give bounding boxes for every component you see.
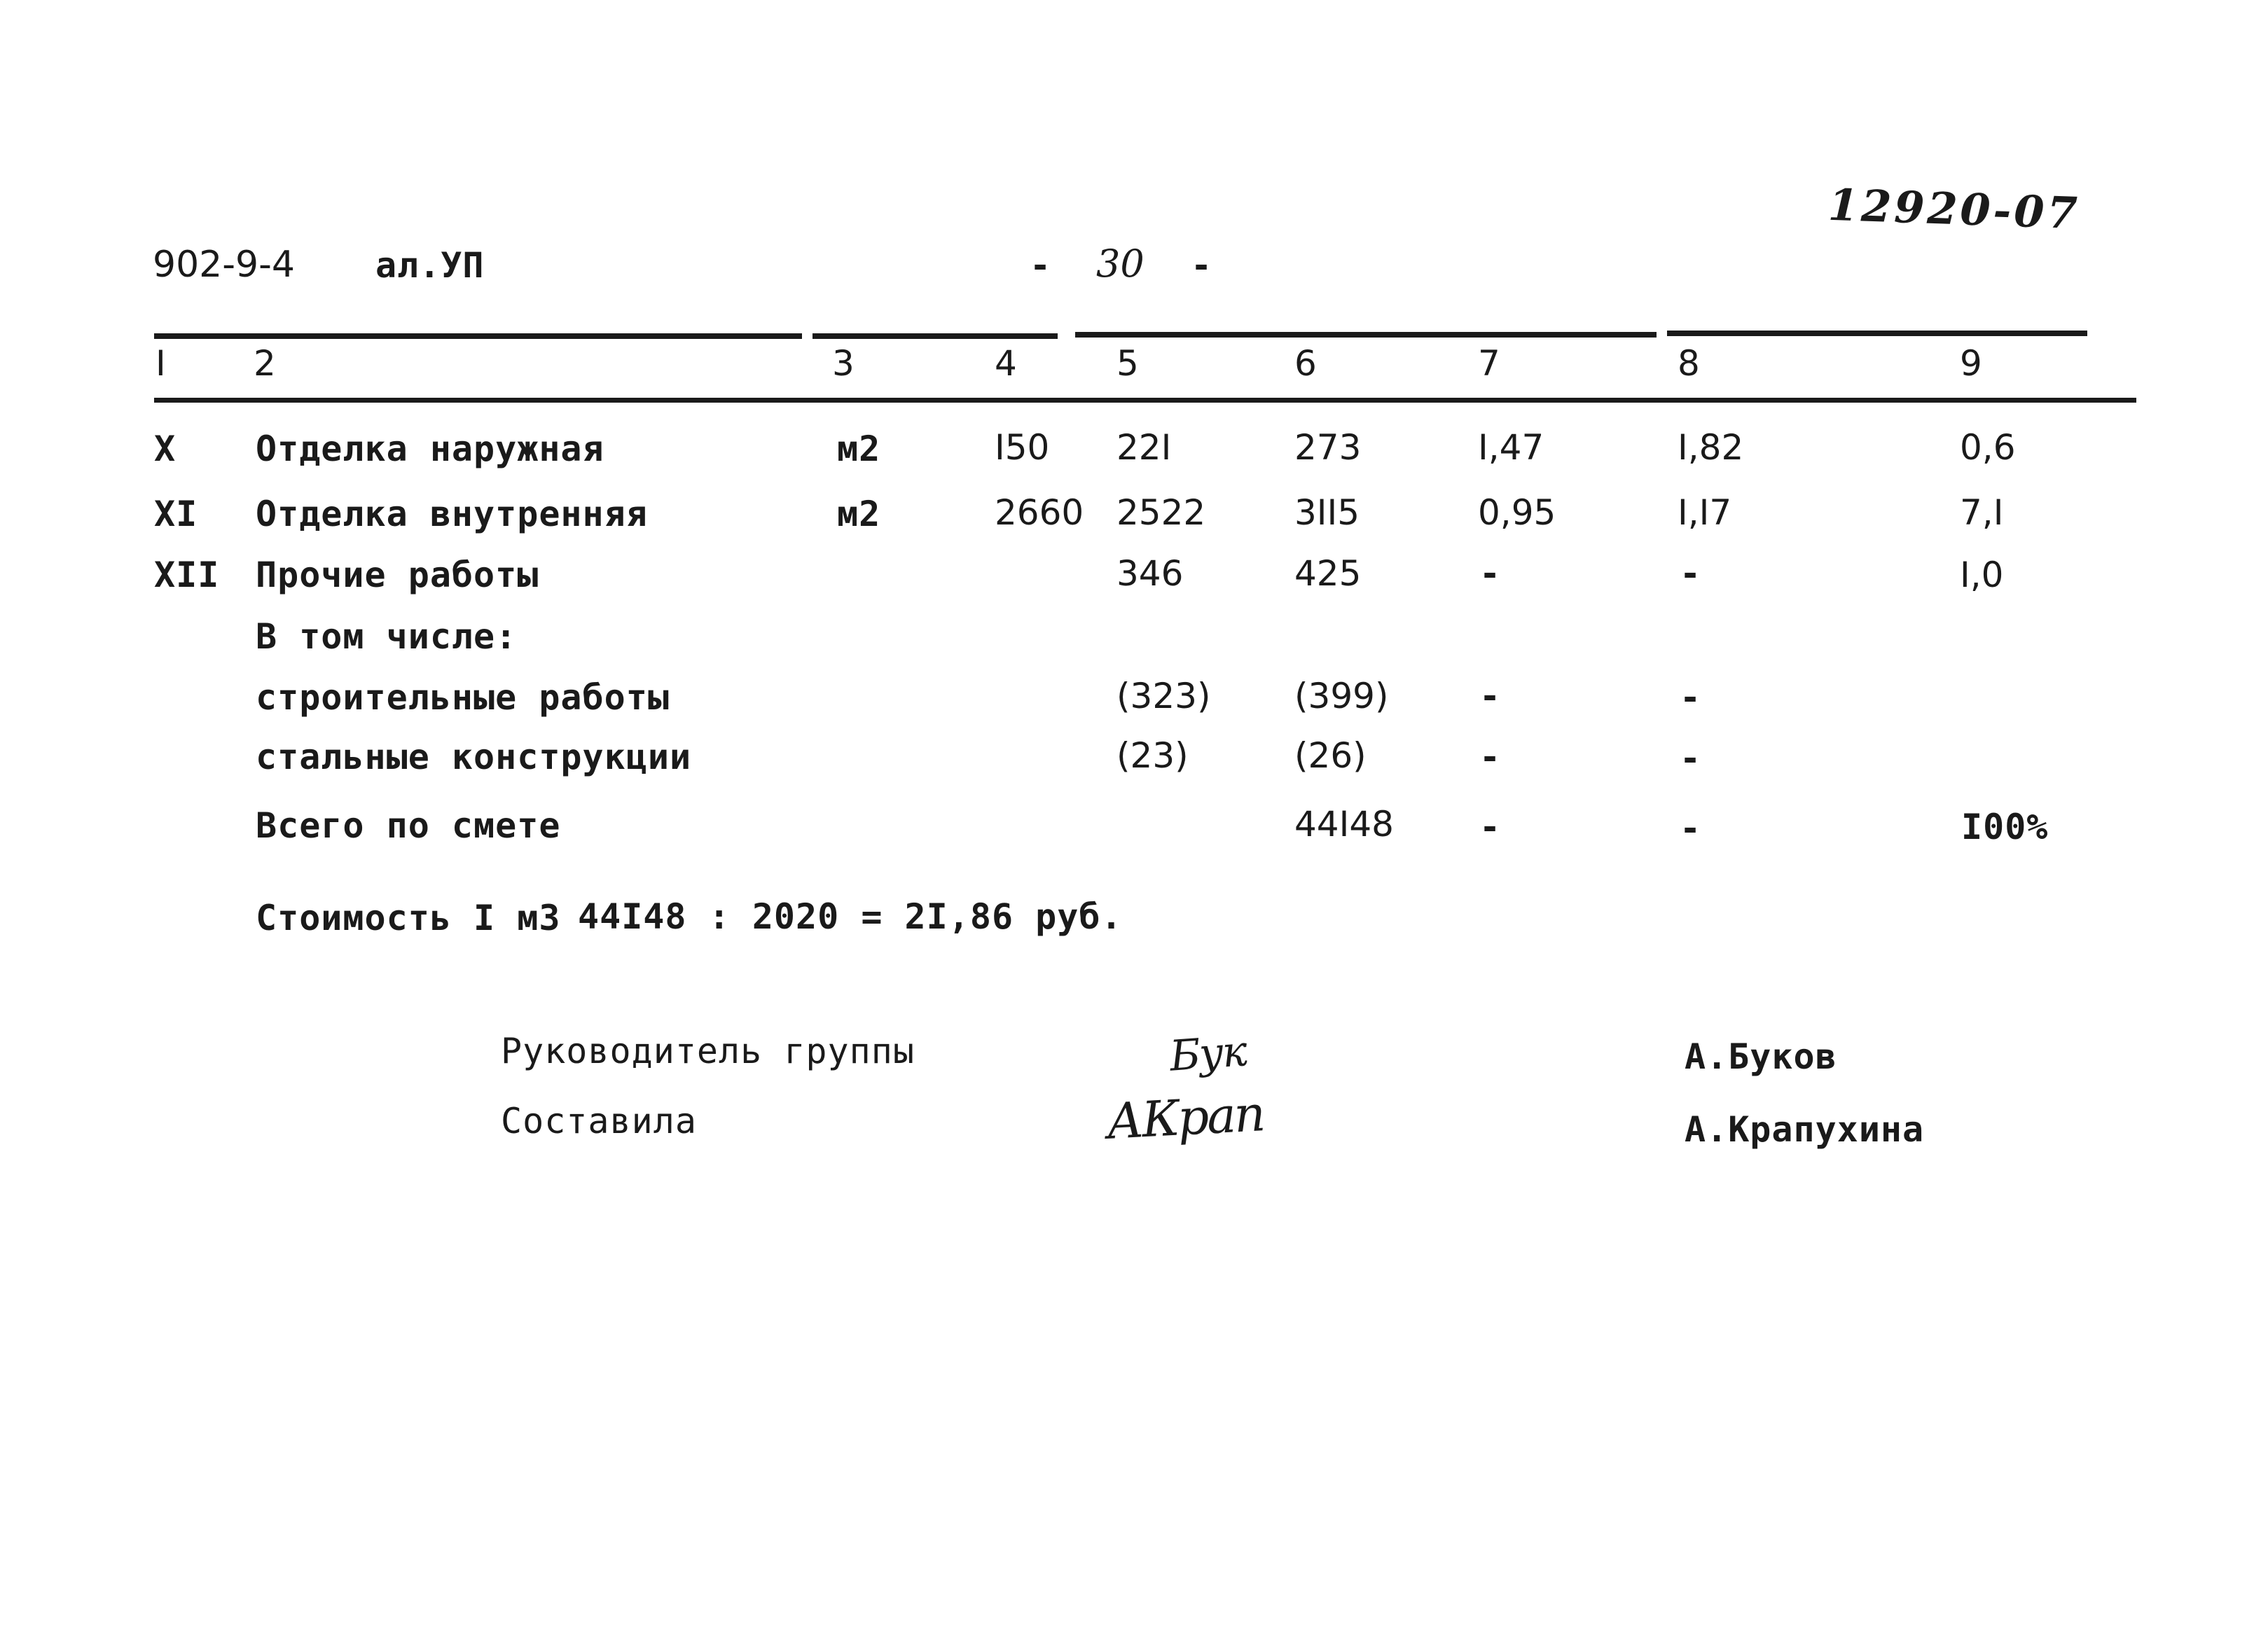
row-col-6: 425 xyxy=(1294,553,1362,594)
row-col-5: (23) xyxy=(1116,735,1189,776)
row-name: строительные работы xyxy=(256,677,670,718)
row-number: XII xyxy=(154,555,220,595)
page-number: 30 xyxy=(1096,242,1145,286)
table-header-rule xyxy=(154,398,2136,403)
row-col-7: - xyxy=(1479,553,1502,594)
row-name: стальные конструкции xyxy=(256,737,692,777)
signatory-name: А.Буков xyxy=(1685,1036,1837,1077)
row-col-9: 7,I xyxy=(1960,492,2004,533)
row-col-6: 273 xyxy=(1294,427,1362,468)
row-unit: м2 xyxy=(837,429,881,469)
row-col-7: - xyxy=(1479,676,1502,716)
row-name: Отделка наружная xyxy=(256,429,604,469)
row-col-7: - xyxy=(1479,737,1502,777)
row-col-7: I,47 xyxy=(1478,427,1544,468)
row-number: XI xyxy=(154,494,198,534)
row-col-9: I00% xyxy=(1961,807,2049,847)
cost-formula: 44I48 : 2020 = 2I,86 руб. xyxy=(578,896,1123,937)
header-col-4: 4 xyxy=(995,343,1017,384)
series-code: 902-9-4 xyxy=(153,244,295,286)
sheet-label: ал.УП xyxy=(375,245,485,286)
row-col-8: - xyxy=(1680,738,1702,779)
header-col-1: I xyxy=(155,343,166,384)
row-col-8: I,I7 xyxy=(1678,492,1732,533)
row-col-8: I,82 xyxy=(1678,427,1744,468)
stamp-number: 12920-07 xyxy=(1827,179,2081,239)
header-col-9: 9 xyxy=(1960,343,1982,384)
row-col-9: 0,6 xyxy=(1960,427,2016,468)
row-col-5: (323) xyxy=(1116,676,1211,716)
header-col-2: 2 xyxy=(254,343,276,384)
row-col-5: 22I xyxy=(1116,427,1172,468)
row-col-7: 0,95 xyxy=(1478,492,1556,533)
header-col-8: 8 xyxy=(1678,343,1700,384)
row-name: Прочие работы xyxy=(256,555,539,595)
row-col-5: 346 xyxy=(1116,553,1184,594)
row-number: X xyxy=(154,429,177,469)
header-col-7: 7 xyxy=(1478,343,1500,384)
row-col-8: - xyxy=(1680,553,1702,594)
header-col-3: 3 xyxy=(832,343,855,384)
header-col-6: 6 xyxy=(1294,343,1317,384)
signature-image: АКрап xyxy=(1105,1085,1265,1151)
row-col-8: - xyxy=(1680,808,1702,849)
row-col-6: 3II5 xyxy=(1294,492,1360,533)
row-name: Отделка внутренняя xyxy=(256,494,648,534)
row-col-4: I50 xyxy=(995,427,1050,468)
signature-role: Руководитель группы xyxy=(501,1031,915,1071)
row-col-8: - xyxy=(1680,677,1702,718)
row-col-6: 44I48 xyxy=(1294,804,1394,845)
row-name: В том числе: xyxy=(256,616,518,657)
header-col-5: 5 xyxy=(1116,343,1139,384)
signature-image: Бук xyxy=(1168,1027,1248,1081)
row-unit: м2 xyxy=(837,494,881,534)
row-col-7: - xyxy=(1479,807,1502,847)
row-col-4: 2660 xyxy=(995,492,1084,533)
row-col-6: (399) xyxy=(1294,676,1389,716)
page-dash-right: - xyxy=(1191,245,1213,286)
table-top-rule-4 xyxy=(1667,331,2087,336)
cost-label: Стоимость I м3 xyxy=(256,898,561,938)
table-top-rule-1 xyxy=(154,333,802,339)
table-top-rule-2 xyxy=(813,333,1058,339)
row-col-9: I,0 xyxy=(1960,555,2004,595)
signature-role: Составила xyxy=(501,1101,697,1141)
table-top-rule-3 xyxy=(1075,332,1657,338)
page-dash-left: - xyxy=(1030,245,1052,286)
signatory-name: А.Крапухина xyxy=(1685,1109,1925,1150)
row-name: Всего по смете xyxy=(256,805,561,846)
row-col-5: 2522 xyxy=(1116,492,1206,533)
row-col-6: (26) xyxy=(1294,735,1367,776)
